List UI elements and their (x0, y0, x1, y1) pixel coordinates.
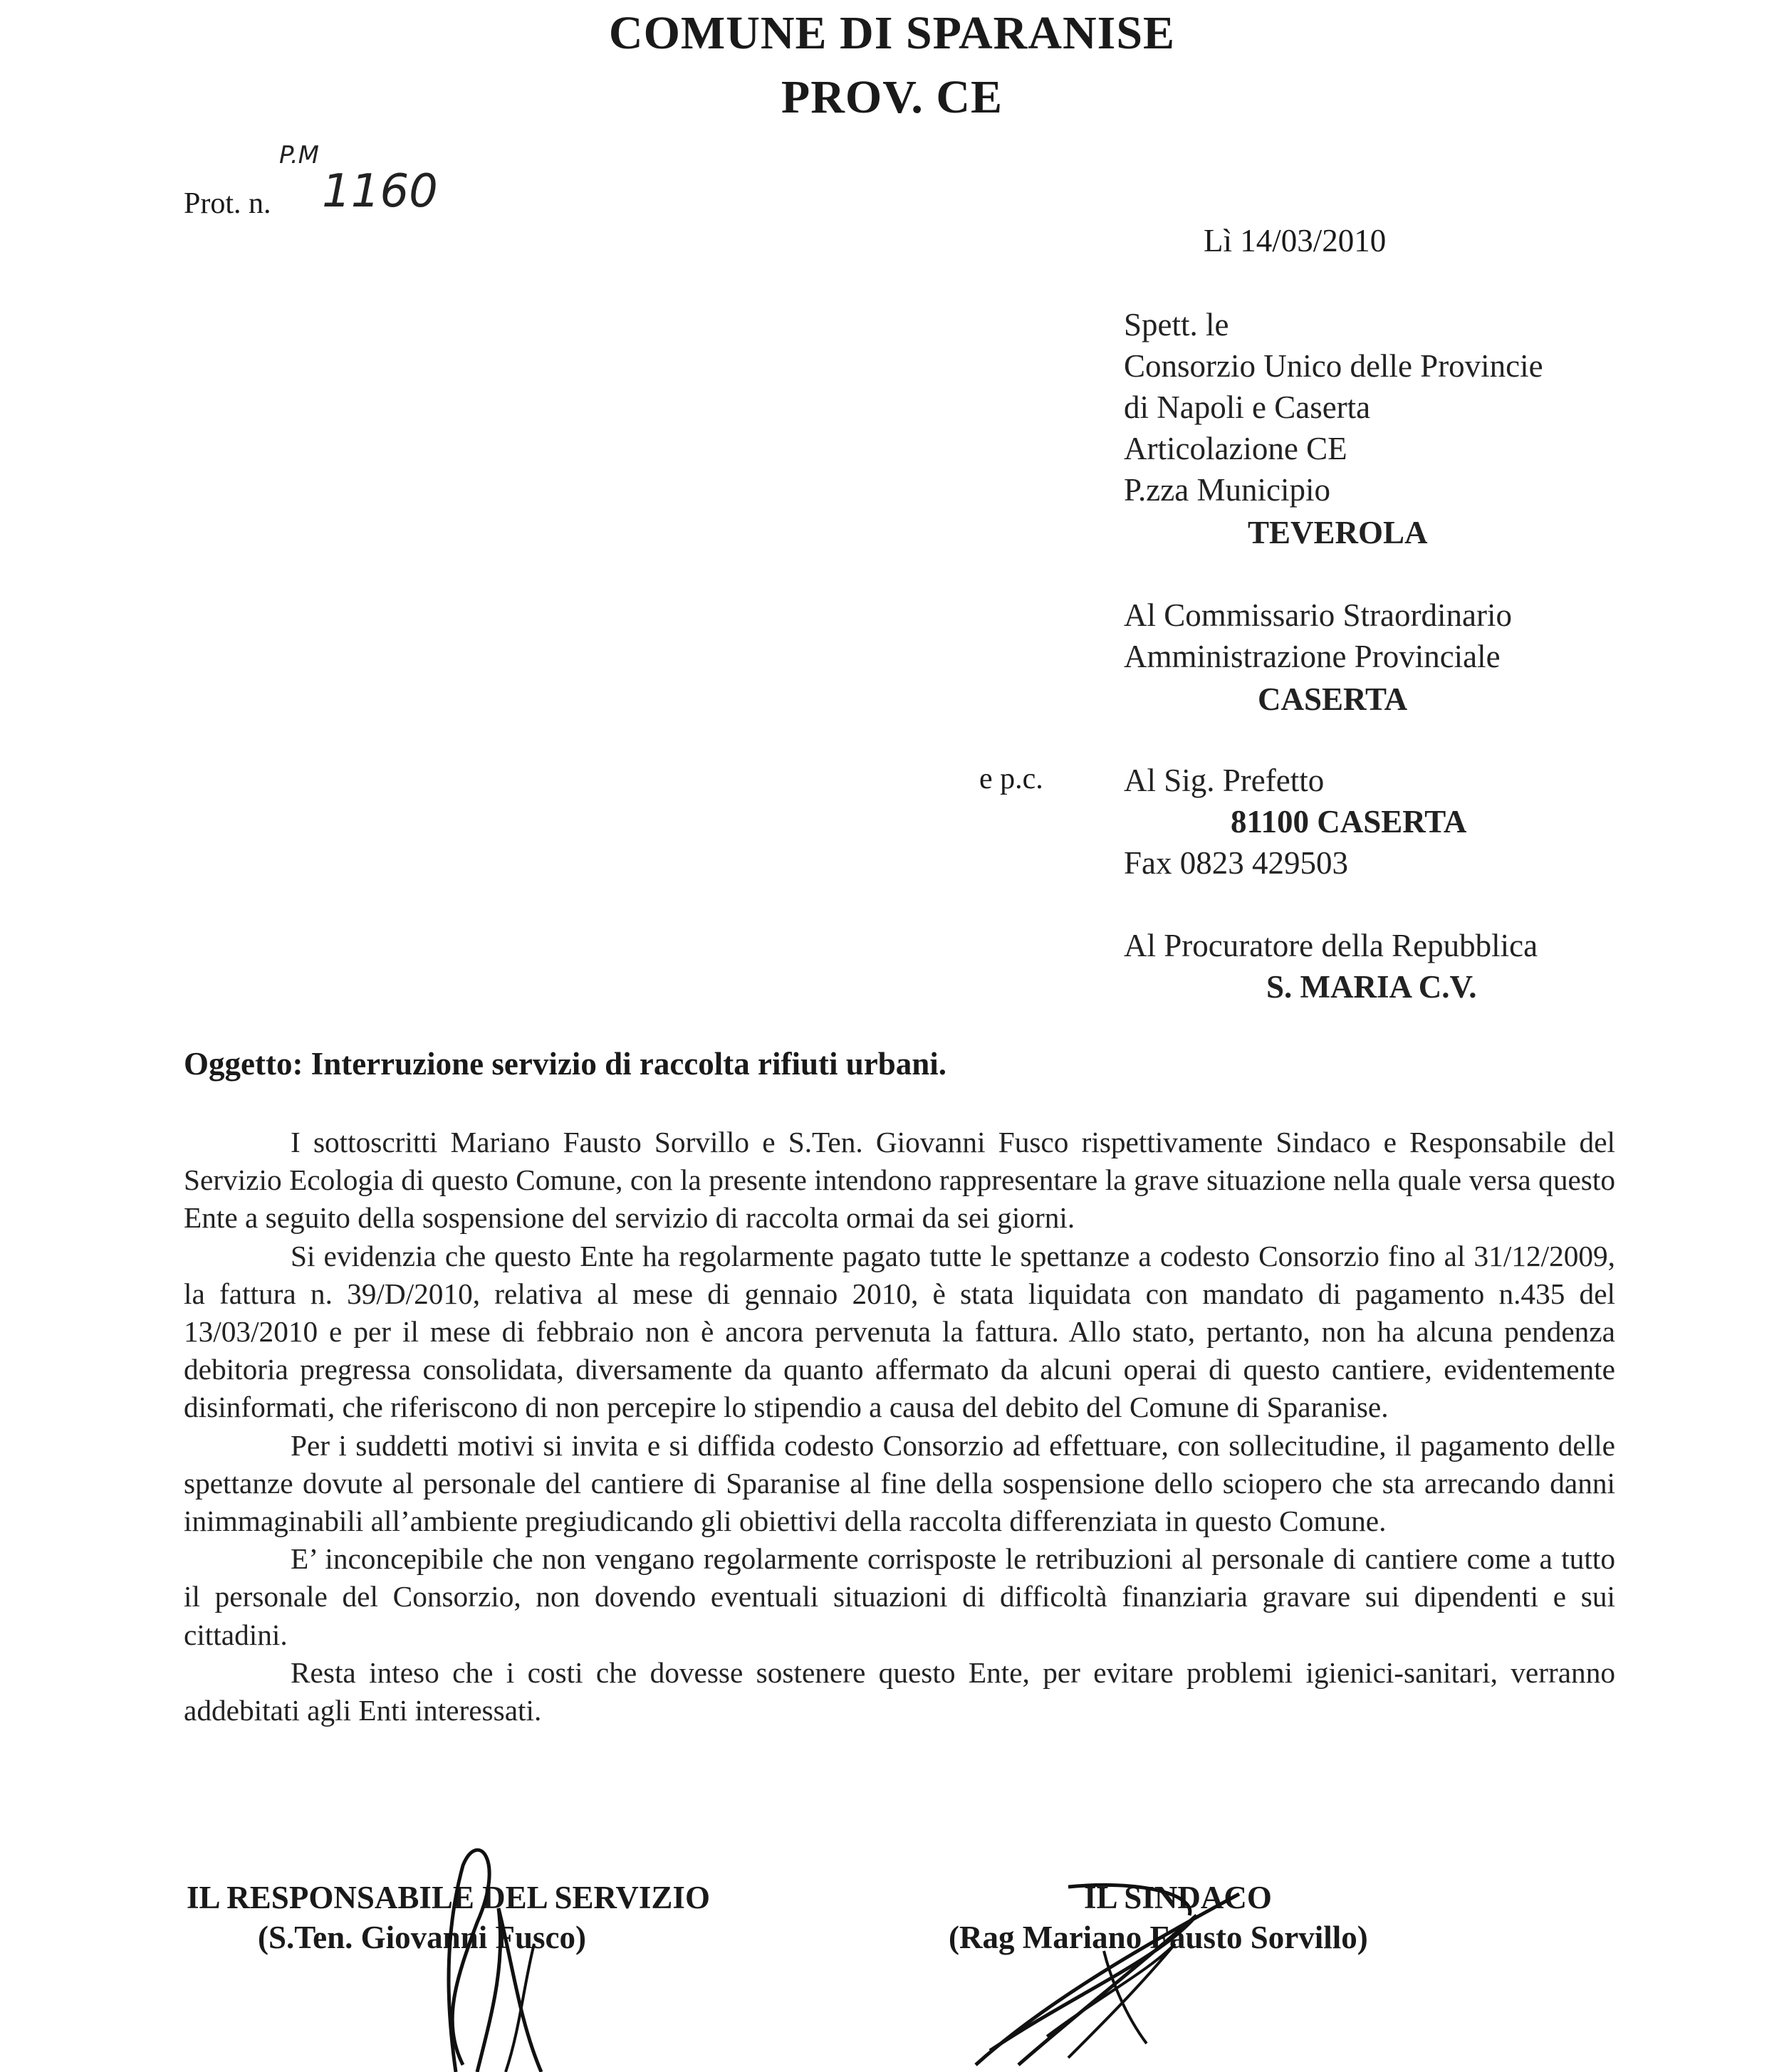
left-handwritten-signature (399, 1837, 584, 2072)
body-paragraph-1: I sottoscritti Mariano Fausto Sorvillo e S.Ten. Giovanni Fusco rispettivamente Sindaco e Responsabile del Servizio Ecologia di questo Comune, con la presente intendono rappresentare la grave situazione nella quale versa questo Ente a seguito della sospensione del servizio di raccolta ormai da sei giorni. (184, 1126, 1615, 1235)
letter-date: Lì 14/03/2010 (1204, 223, 1387, 258)
letter-body (184, 1124, 1615, 1730)
recipient-1-line-3: di Napoli e Caserta (1124, 389, 1371, 425)
protocol-initials: P.M (279, 141, 319, 169)
recipient-1-line-2: Consorzio Unico delle Provincie (1124, 348, 1543, 384)
protocol-number: 1160 (322, 165, 438, 218)
body-paragraph-4: E’ inconcepibile che non vengano regolarmente corrisposte le retribuzioni al personale di cantiere come a tutto il personale del Consorzio, non dovendo eventuali situazioni di difficoltà finanziaria gravare sui dipendenti e sui cittadini. (184, 1542, 1615, 1651)
recipient-4-line-1: Al Procuratore della Repubblica (1124, 928, 1538, 963)
right-handwritten-signature (961, 1873, 1303, 2072)
province-title: PROV. CE (781, 71, 1003, 123)
cc-prefix: e p.c. (979, 763, 1043, 795)
body-paragraph-5: Resta inteso che i costi che dovesse sostenere questo Ente, per evitare problemi igienici-sanitari, verranno addebitati agli Enti interessati. (184, 1655, 1615, 1727)
recipient-3-line-1: Al Sig. Prefetto (1124, 763, 1325, 798)
recipient-3-fax: Fax 0823 429503 (1124, 845, 1348, 881)
recipient-2-line-2: Amministrazione Provinciale (1124, 639, 1501, 674)
right-signature-title: IL SINDACO (1084, 1880, 1272, 1915)
left-signature-title: IL RESPONSABILE DEL SERVIZIO (187, 1880, 710, 1915)
recipient-2-line-1: Al Commissario Straordinario (1124, 597, 1512, 633)
municipality-title: COMUNE DI SPARANISE (608, 7, 1176, 59)
recipient-1-line-5: P.zza Municipio (1124, 472, 1330, 508)
recipient-4-city: S. MARIA C.V. (1266, 969, 1477, 1005)
recipient-3-city: 81100 CASERTA (1231, 804, 1467, 839)
protocol-label: Prot. n. (184, 187, 271, 220)
subject-line: Oggetto: Interruzione servizio di raccolta rifiuti urbani. (184, 1046, 947, 1082)
recipient-1-city: TEVEROLA (1248, 515, 1428, 550)
left-signature-name: (S.Ten. Giovanni Fusco) (258, 1920, 586, 1955)
body-paragraph-3: Per i suddetti motivi si invita e si diffida codesto Consorzio ad effettuare, con sollecitudine, il pagamento delle spettanze dovute al personale del cantiere di Sparanise al fine della sospensione dello sciopero che sta arrecando danni inimmaginabili all’ambiente pregiudicando gli obiettivi della raccolta differenziata in questo Comune. (184, 1428, 1615, 1538)
right-signature-name: (Rag Mariano Fausto Sorvillo) (949, 1920, 1368, 1955)
recipient-1-line-1: Spett. le (1124, 307, 1229, 342)
recipient-1-line-4: Articolazione CE (1124, 431, 1347, 466)
recipient-2-city: CASERTA (1258, 681, 1408, 717)
body-paragraph-2: Si evidenzia che questo Ente ha regolarmente pagato tutte le spettanze a codesto Consorzio fino al 31/12/2009, la fattura n. 39/D/2010, relativa al mese di gennaio 2010, è stata liquidata con mandato di pagamento n.435 del 13/03/2010 e per il mese di febbraio non è ancora pervenuta la fattura. Allo stato, pertanto, non ha alcuna pendenza debitoria pregressa consolidata, diversamente da quanto affermato da alcuni operai di questo cantiere, evidentemente disinformati, che riferiscono di non percepire lo stipendio a causa del debito del Comune di Sparanise. (184, 1239, 1615, 1424)
